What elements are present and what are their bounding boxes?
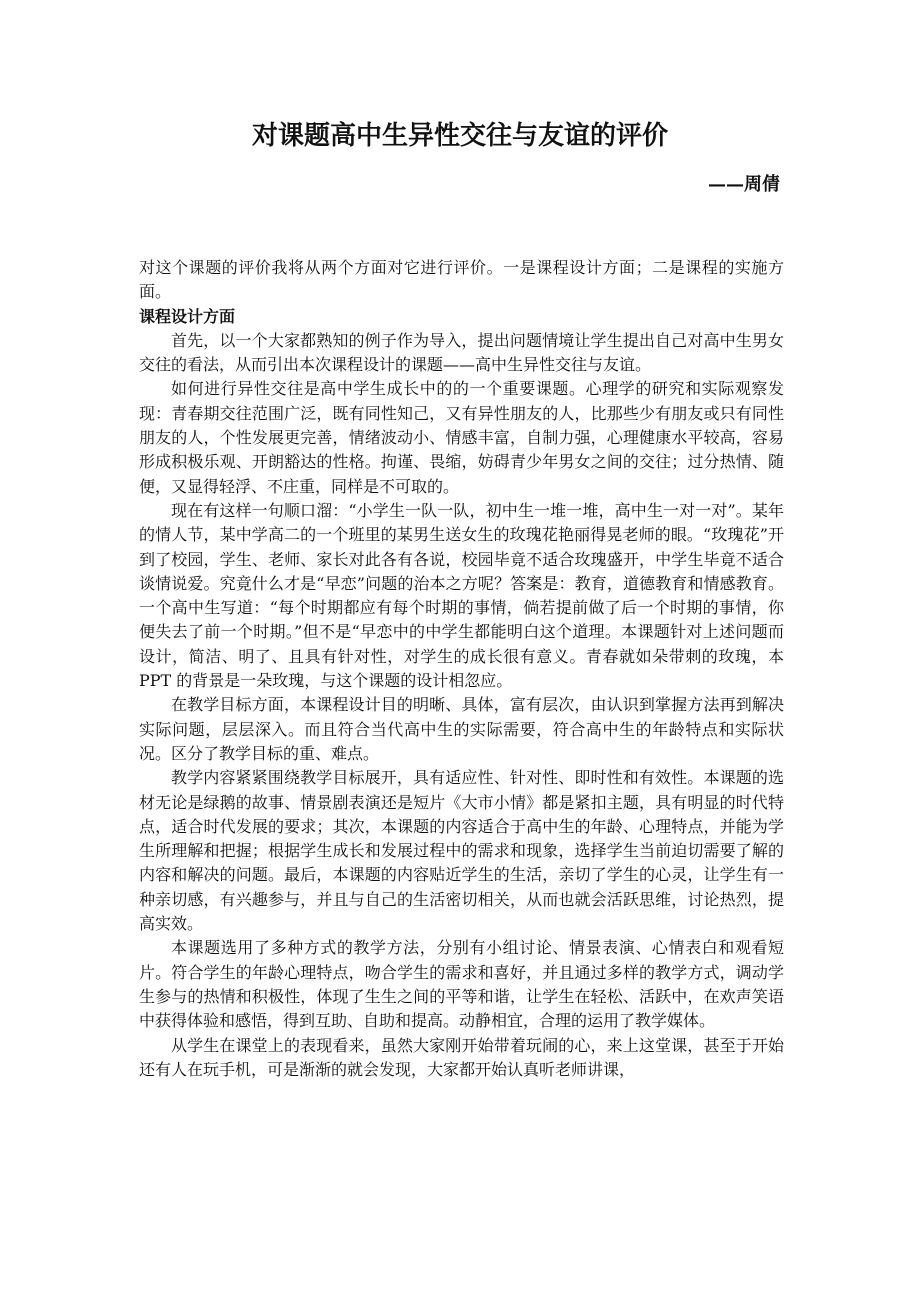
section-heading: 课程设计方面 xyxy=(139,306,236,326)
intro-paragraph: 对这个课题的评价我将从两个方面对它进行评价。一是课程设计方面；二是课程的实施方面。 xyxy=(139,258,784,302)
body-paragraph: 教学内容紧紧围绕教学目标展开，具有适应性、针对性、即时性和有效性。本课题的选材无论是绿鹅的故事、情景剧表演还是短片《大市小情》都是紧扣主题，具有明显的时代特点，适合时代发展的要求；其次，本课题的内容适合于高中生的年龄、心理特点，并能为学生所理解和把握；根据学生成长和发展过程中的需求和现象，选择学生当前迫切需要了解的内容和解决的问题。最后，本课题的内容贴近学生的生活，亲切了学生的心灵，让学生有一种亲切感，有兴趣参与，并且与自己的生活密切相关，从而也就会活跃思维，讨论热烈，提高实效。 xyxy=(139,768,784,934)
body-paragraph: 本课题选用了多种方式的教学方法，分别有小组讨论、情景表演、心情表白和观看短片。符合学生的年龄心理特点，吻合学生的需求和喜好，并且通过多样的教学方式，调动学生参与的热情和积极性，体现了生生之间的平等和谐，让学生在轻松、活跃中，在欢声笑语中获得体验和感悟，得到互助、自助和提高。动静相宜，合理的运用了教学媒体。 xyxy=(139,938,784,1031)
document-body xyxy=(139,256,784,1082)
body-paragraph: 现在有这样一句顺口溜：“小学生一队一队，初中生一堆一堆，高中生一对一对”。某年的情人节，某中学高二的一个班里的某男生送女生的玫瑰花艳丽得晃老师的眼。“玫瑰花”开到了校园，学生、老师、家长对此各有各说，校园毕竟不适合玫瑰盛开，中学生毕竟不适合谈情说爱。究竟什么才是“早恋”问题的治本之方呢？答案是：教育，道德教育和情感教育。一个高中生写道：“每个时期都应有每个时期的事情，倘若提前做了后一个时期的事情，你便失去了前一个时期。”但不是“早恋中的中学生都能明白这个道理。本课题针对上述问题而设计，简洁、明了、且具有针对性，对学生的成长很有意义。青春就如朵带刺的玫瑰，本 PPT 的背景是一朵玫瑰，与这个课题的设计相忽应。 xyxy=(139,500,784,691)
document-author: ——周倩 xyxy=(708,174,780,195)
body-paragraph: 如何进行异性交往是高中学生成长中的的一个重要课题。心理学的研究和实际观察发现：青春期交往范围广泛，既有同性知己，又有异性朋友的人，比那些少有朋友或只有同性朋友的人，个性发展更完善，情绪波动小、情感丰富，自制力强，心理健康水平较高，容易形成积极乐观、开朗豁达的性格。拘谨、畏缩，妨碍青少年男女之间的交往；过分热情、随便，又显得轻浮、不庄重，同样是不可取的。 xyxy=(139,379,784,496)
body-paragraph: 在教学目标方面，本课程设计目的明晰、具体，富有层次，由认识到掌握方法再到解决实际问题，层层深入。而且符合当代高中生的实际需要，符合高中生的年龄特点和实际状况。区分了教学目标的重、难点。 xyxy=(139,695,784,763)
document-title: 对课题高中生异性交往与友谊的评价 xyxy=(251,121,668,151)
body-paragraph: 首先，以一个大家都熟知的例子作为导入，提出问题情境让学生提出自己对高中生男女交往的看法，从而引出本次课程设计的课题——高中生异性交往与友谊。 xyxy=(139,330,784,375)
body-paragraph: 从学生在课堂上的表现看来，虽然大家刚开始带着玩闹的心，来上这堂课，甚至于开始还有人在玩手机，可是渐渐的就会发现，大家都开始认真听老师讲课， xyxy=(139,1035,784,1079)
